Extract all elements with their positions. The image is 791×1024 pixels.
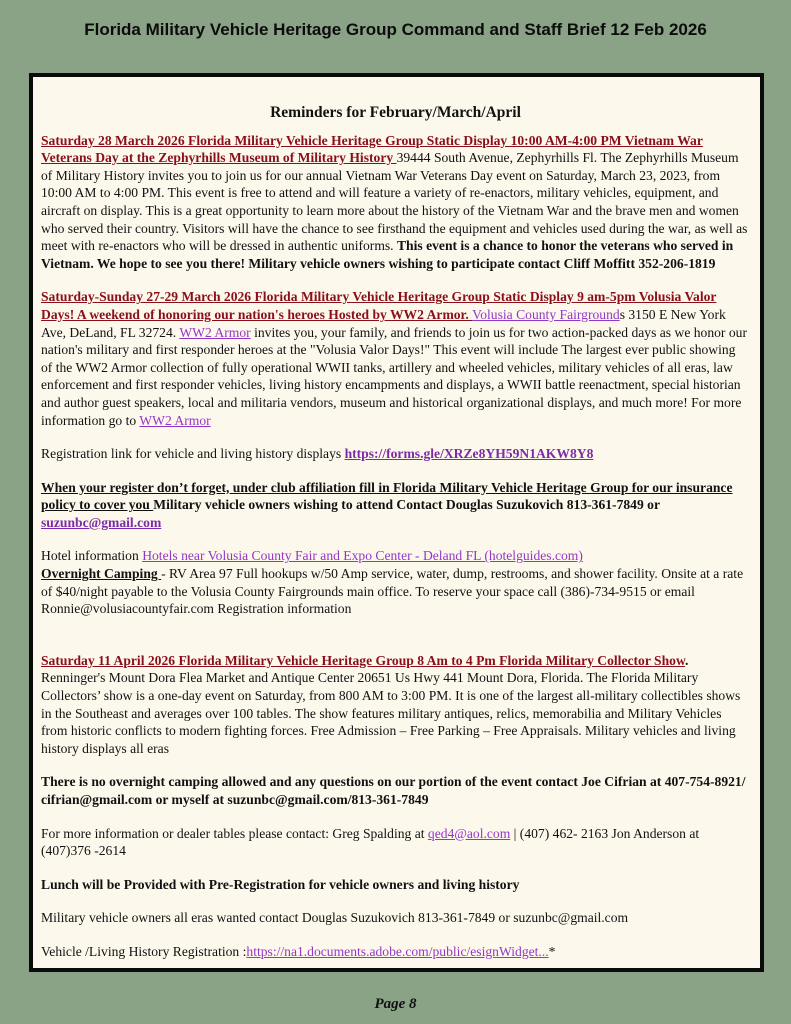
owners-contact: Military vehicle owners all eras wanted contact Douglas Suzukovich 813-361-7849 or suzunbc@gmail.com [41, 910, 629, 926]
mount-dora-registration [41, 943, 750, 961]
event-mount-dora-body: Renninger's Mount Dora Flea Market and Antique Center 20651 Us Hwy 441 Mount Dora, Florida. The Florida Military Collectors’ show is a one-day event on Saturday, from 800 AM to 3:00 PM. It is one of the largest all-military collectibles shows in the Southeast and averages over 100 tables. The show features military antiques, relics, memorabilia and Military Vehicles from historic conflicts to modern fighting forces. Free Admission – Free Parking – Free Appraisals. Military vehicles and living history displays all eras [41, 670, 741, 756]
event-mount-dora-title-period: . [685, 652, 689, 668]
event-zephyrhills-body: 39444 South Avenue, Zephyrhills Fl. The Zephyrhills Museum of Military History invites you to join us for our annual Vietnam War Veterans Day event on Saturday, March 23, 2023, from 10:00 AM to 4:00 PM. This event is free to attend and will feature a variety of re-enactors, military vehicles, equipment, and aircraft on display. This is a great opportunity to learn more about the history of the Vietnam War and the brave men and women who served their country. Visitors will have the chance to see firsthand the equipment and vehicles used during the war, as well as meet with re-enactors who will be dressed in authentic uniforms. [41, 150, 748, 254]
volusia-registration-label: Registration link for vehicle and living history displays [41, 446, 345, 462]
volusia-fairgrounds-link[interactable]: Volusia County Fairground [472, 306, 620, 322]
volusia-registration-link[interactable]: https://forms.gle/XRZe8YH59N1AKW8Y8 [344, 446, 594, 462]
registration-label: Vehicle /Living History Registration : [41, 943, 247, 959]
camping-body: - RV Area 97 Full hookups w/50 Amp service, water, dump, restrooms, and shower facility. Onsite at a rate of $40/night payable to the Volusia County Fairgrounds main office. To reserve your space call (386)-734-9515 or email Ronnie@volusiacountyfair.com Registration information [41, 566, 744, 617]
mount-dora-more-info [41, 825, 750, 860]
lunch-note: Lunch will be Provided with Pre-Registration for vehicle owners and living history [41, 876, 520, 892]
event-volusia-body: invites you, your family, and friends to join us for two action-packed days as we honor our nation's military and first responder heroes at the "Volusia Valor Days!" This event will include The largest ever public showing of the WW2 Armor collection of fully operational WWII tanks, artillery and wheeled vehicles, military vehicles of all eras, law enforcement and first responder vehicles, living history encampments and displays, a WWII battle reenactment, special historian and author guest speakers, local and militaria vendors, museum and historical organizational displays, and much more! For more information go to [41, 324, 747, 428]
event-mount-dora [41, 652, 750, 758]
volusia-lodging [41, 547, 750, 617]
reminders-heading: Reminders for February/March/April [270, 104, 521, 121]
volusia-contact-email-link[interactable]: suzunbc@gmail.com [41, 514, 162, 530]
event-mount-dora-title: Saturday 11 April 2026 Florida Military Vehicle Heritage Group 8 Am to 4 Pm Florida Military Collector Show [41, 652, 686, 668]
hotel-link[interactable]: Hotels near Volusia County Fair and Expo Center - Deland FL (hotelguides.com) [142, 548, 583, 564]
event-zephyrhills [41, 132, 750, 273]
event-volusia [41, 288, 750, 429]
more-info-phones: | (407) 462- 2163 Jon Anderson at (407)376 -2614 [41, 825, 700, 859]
more-info-text: For more information or dealer tables please contact: Greg Spalding at [41, 825, 428, 841]
event-volusia-title: Saturday-Sunday 27-29 March 2026 Florida Military Vehicle Heritage Group Static Display 9 am-5pm Volusia Valor Days! A weekend of honoring our nation's heroes Hosted by WW2 Armor. [41, 289, 717, 322]
volusia-affiliation [41, 479, 750, 532]
event-volusia-address: s 3150 E New York Ave, DeLand, FL 32724. [41, 306, 726, 340]
event-zephyrhills-title: Saturday 28 March 2026 Florida Military Vehicle Heritage Group Static Display 10:00 AM-4:00 PM Vietnam War Veterans Day at the Zephyrhills Museum of Military History [41, 132, 703, 166]
volusia-registration [41, 445, 750, 463]
page-number: Page 8 [374, 996, 417, 1012]
ww2-armor-link[interactable]: WW2 Armor [179, 324, 251, 340]
more-info-email-link[interactable]: qed4@aol.com [427, 825, 511, 841]
ww2-armor-info-link[interactable]: WW2 Armor [139, 412, 211, 428]
camping-label: Overnight Camping [41, 566, 162, 582]
mount-dora-camping-note: There is no overnight camping allowed and any questions on our portion of the event contact Joe Cifrian at 407-754-8921/ cifrian@gmail.com or myself at suzunbc@gmail.com/813-361-7849 [41, 774, 746, 807]
registration-tail: * [548, 943, 556, 959]
registration-link[interactable]: https://na1.documents.adobe.com/public/esignWidget... [246, 943, 549, 959]
page-header-title: Florida Military Vehicle Heritage Group Command and Staff Brief 12 Feb 2026 [84, 20, 707, 39]
event-zephyrhills-closing: This event is a chance to honor the veterans who served in Vietnam. We hope to see you there! Military vehicle owners wishing to participate contact Cliff Moffitt 352-206-1819 [41, 238, 734, 271]
reminders-panel [29, 73, 764, 972]
hotel-label: Hotel information [41, 548, 143, 564]
affiliation-note: When your register don’t forget, under club affiliation fill in Florida Military Vehicle Heritage Group for our insurance policy to cover you [41, 479, 733, 513]
volusia-contact: Military vehicle owners wishing to attend Contact Douglas Suzukovich 813-361-7849 or [153, 497, 660, 513]
